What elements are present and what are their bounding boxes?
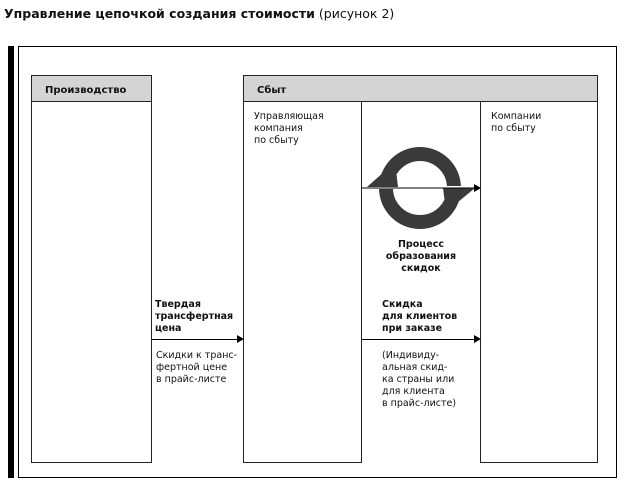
discount-process-arrowhead — [474, 184, 481, 192]
title-bold: Управление цепочкой создания стоимости — [4, 6, 315, 21]
client-discount-title: Скидка для клиентов при заказе — [382, 299, 458, 334]
managing-company-label: Управляющая компания по сбыту — [254, 111, 324, 146]
transfer-price-note: Скидки к транс- фертной цене в прайс-листе — [156, 350, 238, 385]
sales-companies-label: Компании по сбыту — [491, 111, 542, 134]
client-discount-note: (Индивиду- альная скид- ка страны или для клиента в прайс-листе) — [382, 350, 457, 409]
transfer-price-arrowhead — [237, 335, 244, 343]
title-suffix: (рисунок 2) — [314, 6, 395, 21]
client-discount-arrowhead — [474, 335, 481, 343]
transfer-price-title: Твердая трансфертная цена — [155, 299, 234, 334]
production-header: Производство — [31, 75, 152, 102]
discount-process-label: Процесс образования скидок — [385, 239, 457, 274]
sales-header: Сбыт — [243, 75, 598, 102]
